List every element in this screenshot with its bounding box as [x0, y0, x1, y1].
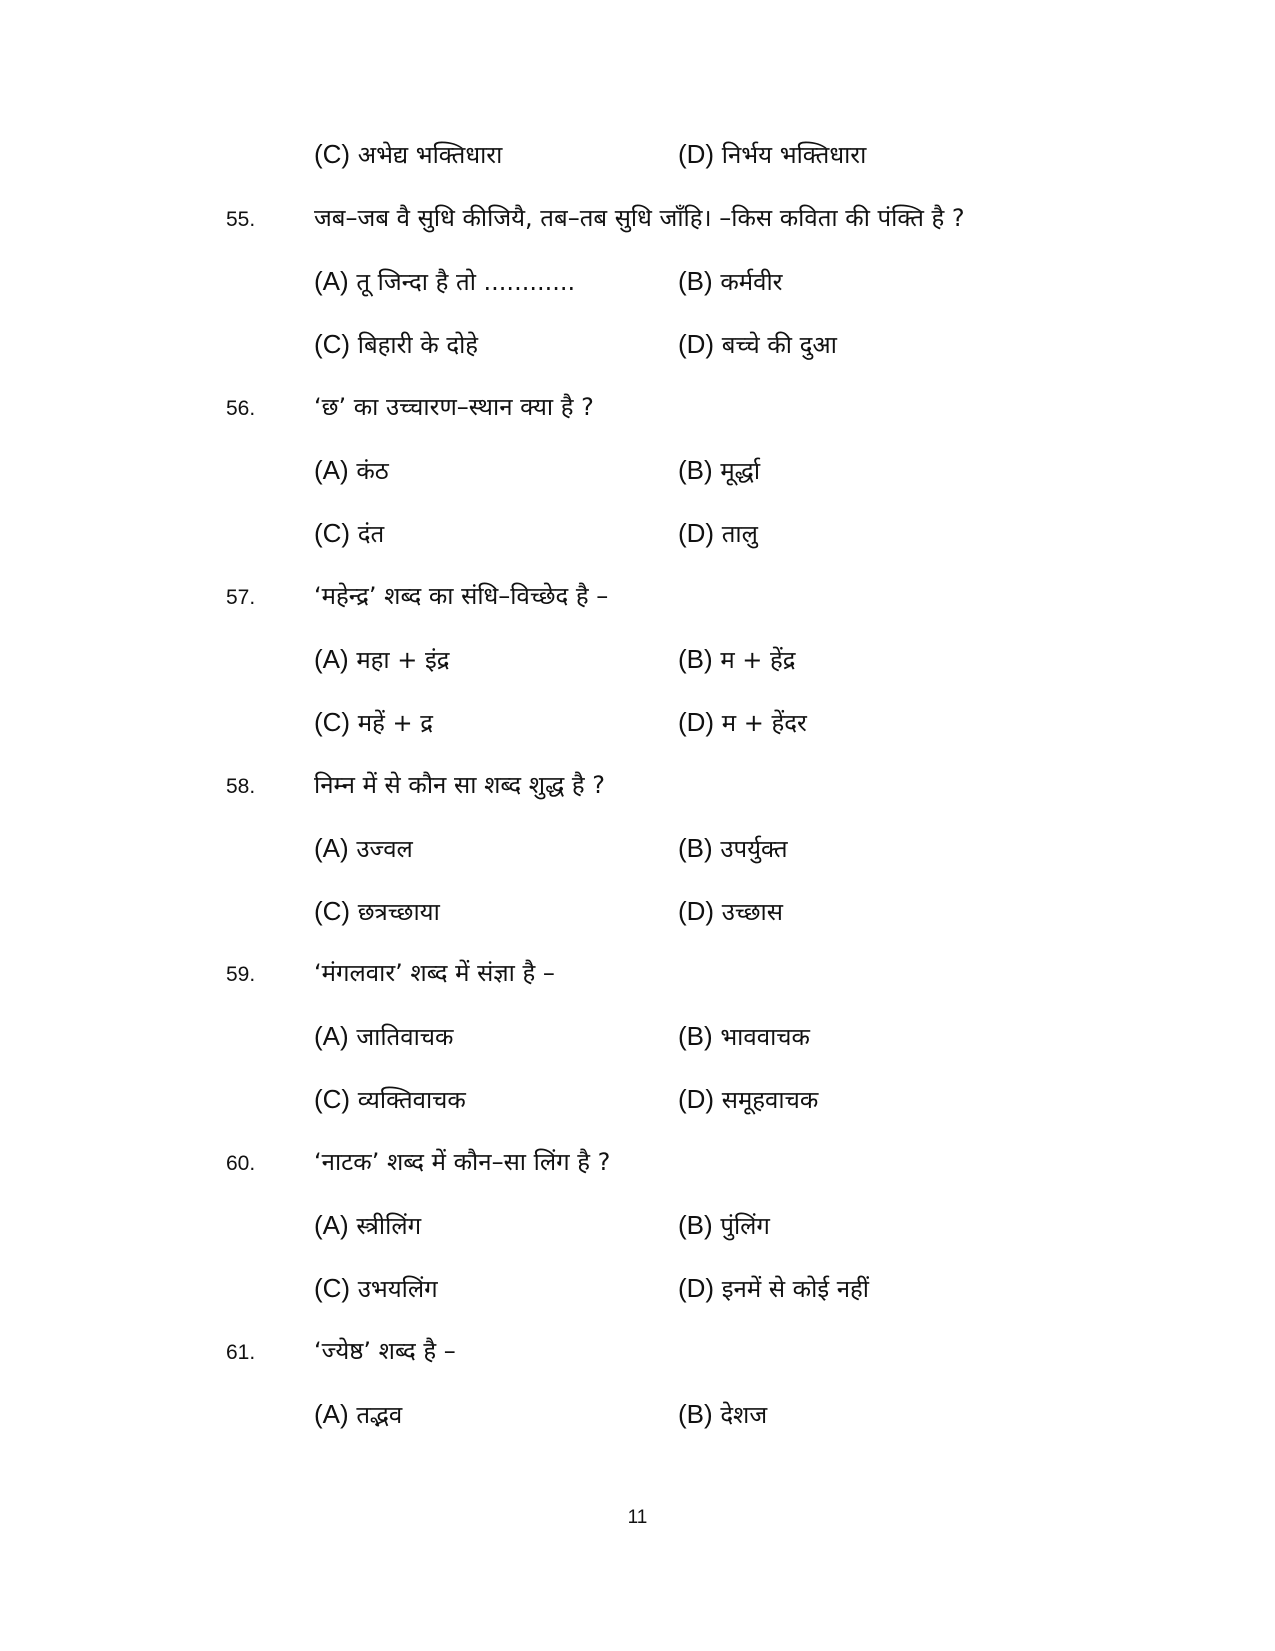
option-letter: (D) — [678, 896, 715, 926]
option-b — [678, 1203, 770, 1248]
question-number: 57. — [226, 586, 256, 609]
option-d — [678, 511, 758, 556]
option-c — [314, 132, 502, 177]
options-row — [0, 700, 1275, 744]
option-letter: (C) — [314, 139, 351, 169]
question-row — [0, 385, 1275, 429]
question-text: ‘मंगलवार’ शब्द में संज्ञा है – — [314, 959, 555, 987]
option-a — [314, 1014, 453, 1059]
options-row — [0, 1077, 1275, 1121]
option-text: उज्वल — [356, 835, 413, 863]
option-letter: (A) — [314, 644, 349, 674]
question-row — [0, 1140, 1275, 1184]
option-letter: (C) — [314, 896, 351, 926]
option-b — [678, 448, 760, 493]
option-text: म + हेंद्र — [720, 646, 796, 674]
question-row — [0, 1329, 1275, 1373]
option-letter: (B) — [678, 833, 713, 863]
option-text: समूहवाचक — [721, 1086, 819, 1114]
option-text: महा + इंद्र — [356, 646, 450, 674]
option-letter: (C) — [314, 1084, 351, 1114]
option-b — [678, 637, 796, 682]
option-letter: (C) — [314, 329, 351, 359]
option-a — [314, 448, 389, 493]
option-text: तू जिन्दा है तो ............ — [356, 268, 576, 296]
options-row — [0, 1203, 1275, 1247]
option-letter: (B) — [678, 455, 713, 485]
option-d — [678, 132, 866, 177]
option-text: देशज — [720, 1401, 768, 1429]
question-text: निम्न में से कौन सा शब्द शुद्ध है ? — [314, 771, 605, 799]
options-row — [0, 322, 1275, 366]
option-letter: (A) — [314, 1210, 349, 1240]
option-d — [678, 889, 783, 934]
question-text: ‘महेन्द्र’ शब्द का संधि–विच्छेद है – — [314, 582, 609, 610]
option-text: मूर्द्धा — [720, 457, 761, 485]
option-d — [678, 322, 837, 367]
option-letter: (D) — [678, 1273, 715, 1303]
option-letter: (A) — [314, 833, 349, 863]
options-row — [0, 259, 1275, 303]
question-row — [0, 763, 1275, 807]
option-text: छत्रच्छाया — [357, 898, 440, 926]
option-a — [314, 637, 450, 682]
question-number: 56. — [226, 397, 256, 420]
question-number: 55. — [226, 208, 256, 231]
option-text: जातिवाचक — [356, 1023, 454, 1051]
option-letter: (C) — [314, 518, 351, 548]
option-c — [314, 1077, 466, 1122]
option-text: अभेद्य भक्तिधारा — [357, 141, 503, 169]
options-row — [0, 1266, 1275, 1310]
option-letter: (B) — [678, 1021, 713, 1051]
option-letter: (A) — [314, 1399, 349, 1429]
option-text: तद्भव — [356, 1401, 403, 1429]
question-number: 59. — [226, 963, 256, 986]
question-number: 58. — [226, 775, 256, 798]
question-text: ‘ज्येष्ठ’ शब्द है – — [314, 1337, 456, 1365]
options-row — [0, 889, 1275, 933]
option-c — [314, 511, 384, 556]
page-number: 11 — [627, 1507, 648, 1528]
option-letter: (B) — [678, 266, 713, 296]
options-row — [0, 1392, 1275, 1436]
option-letter: (B) — [678, 1399, 713, 1429]
option-letter: (A) — [314, 455, 349, 485]
option-text: निर्भय भक्तिधारा — [721, 141, 867, 169]
option-a — [314, 259, 575, 304]
question-number: 61. — [226, 1341, 256, 1364]
option-text: कंठ — [356, 457, 389, 485]
option-text: म + हेंदर — [721, 709, 807, 737]
question-text: ‘छ’ का उच्चारण–स्थान क्या है ? — [314, 393, 594, 421]
options-row — [0, 511, 1275, 555]
option-text: बच्चे की दुआ — [721, 331, 837, 359]
option-b — [678, 826, 788, 871]
option-c — [314, 1266, 438, 1311]
option-c — [314, 322, 478, 367]
option-text: कर्मवीर — [720, 268, 783, 296]
option-letter: (D) — [678, 139, 715, 169]
option-c — [314, 700, 433, 745]
options-row — [0, 826, 1275, 870]
option-a — [314, 1203, 421, 1248]
question-text: जब–जब वै सुधि कीजियै, तब–तब सुधि जाँहि। –किस कविता की पंक्ति है ? — [314, 204, 965, 232]
option-text: दंत — [357, 520, 385, 548]
option-letter: (C) — [314, 1273, 351, 1303]
option-letter: (D) — [678, 1084, 715, 1114]
option-letter: (A) — [314, 266, 349, 296]
question-row — [0, 574, 1275, 618]
option-text: स्त्रीलिंग — [356, 1212, 422, 1240]
question-text: ‘नाटक’ शब्द में कौन–सा लिंग है ? — [314, 1148, 611, 1176]
option-a — [314, 826, 413, 871]
option-text: उभयलिंग — [357, 1275, 438, 1303]
option-text: व्यक्तिवाचक — [357, 1086, 466, 1114]
option-text: उपर्युक्त — [720, 835, 788, 863]
option-letter: (B) — [678, 1210, 713, 1240]
option-letter: (C) — [314, 707, 351, 737]
option-text: इनमें से कोई नहीं — [721, 1275, 870, 1303]
options-row — [0, 637, 1275, 681]
option-a — [314, 1392, 402, 1437]
option-text: तालु — [721, 520, 758, 548]
question-row — [0, 951, 1275, 995]
option-d — [678, 700, 807, 745]
options-row — [0, 132, 1275, 176]
options-row — [0, 448, 1275, 492]
option-letter: (D) — [678, 518, 715, 548]
question-number: 60. — [226, 1152, 256, 1175]
option-d — [678, 1077, 818, 1122]
option-letter: (D) — [678, 329, 715, 359]
option-text: महें + द्र — [357, 709, 433, 737]
option-text: पुंलिंग — [720, 1212, 770, 1240]
option-b — [678, 1014, 810, 1059]
option-text: उच्छास — [721, 898, 783, 926]
option-b — [678, 1392, 767, 1437]
option-b — [678, 259, 782, 304]
option-letter: (A) — [314, 1021, 349, 1051]
option-letter: (B) — [678, 644, 713, 674]
options-row — [0, 1014, 1275, 1058]
option-d — [678, 1266, 869, 1311]
option-letter: (D) — [678, 707, 715, 737]
option-c — [314, 889, 440, 934]
option-text: बिहारी के दोहे — [357, 331, 479, 359]
question-row — [0, 196, 1275, 240]
option-text: भाववाचक — [720, 1023, 810, 1051]
